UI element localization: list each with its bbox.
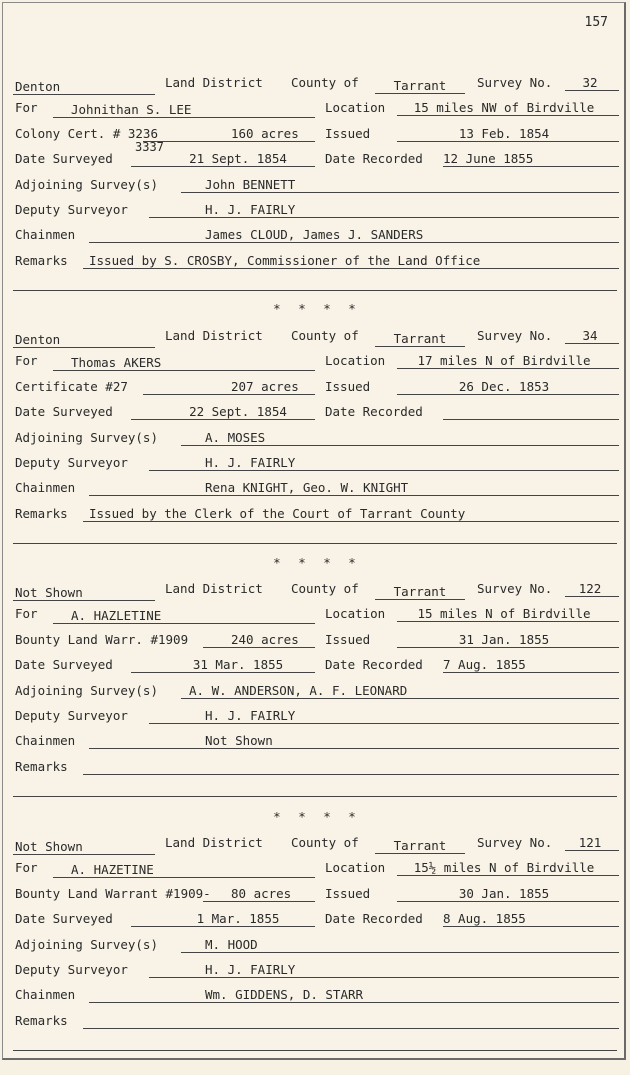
county-value: Tarrant: [393, 838, 447, 853]
fill-line: [565, 596, 619, 597]
fill-line: [53, 117, 315, 118]
record-row: [13, 937, 621, 955]
fill-line: [181, 192, 619, 193]
chainmen-label: Chainmen: [15, 733, 76, 749]
record-row: [13, 430, 621, 448]
survey-no-label: Survey No.: [477, 581, 553, 596]
date-recorded-value: 8 Aug. 1855: [443, 911, 526, 927]
fill-line: [181, 952, 619, 953]
record-row: [13, 126, 621, 144]
deputy-surveyor-value: H. J. FAIRLY: [205, 455, 296, 470]
record-row: [13, 404, 621, 422]
certificate-label: Bounty Land Warrant #1909-: [15, 885, 211, 901]
fill-line: [53, 623, 315, 624]
fill-line: [83, 268, 619, 269]
fill-line: [89, 495, 619, 496]
record-row: [13, 506, 621, 524]
date-recorded-value: 7 Aug. 1855: [443, 657, 526, 673]
fill-line: [83, 774, 619, 775]
land-district-label: Land District: [165, 328, 263, 343]
record-row: [13, 581, 621, 599]
issued-label: Issued: [325, 631, 371, 647]
for-label: For: [15, 100, 38, 116]
fill-line: [375, 599, 465, 600]
record-row: [13, 100, 621, 118]
location-value: 15½ miles N of Birdville: [413, 860, 595, 876]
chainmen-label: Chainmen: [15, 227, 76, 243]
fill-line: [131, 672, 315, 673]
fill-line: [13, 94, 155, 95]
blank-line: [13, 290, 617, 291]
remarks-value: Issued by the Clerk of the Court of Tarrant County: [89, 505, 466, 521]
remarks-label: Remarks: [15, 1012, 68, 1028]
land-district-value: Not Shown: [15, 839, 83, 854]
fill-line: [397, 115, 619, 116]
blank-line: [13, 543, 617, 544]
for-label: For: [15, 860, 38, 876]
fill-line: [565, 90, 619, 91]
adjoining-label: Adjoining Survey(s): [15, 936, 158, 952]
record-row: [13, 455, 621, 473]
fill-line: [143, 394, 315, 395]
date-surveyed-label: Date Surveyed: [15, 657, 113, 673]
fill-line: [53, 877, 315, 878]
record-row: [13, 328, 621, 346]
acres-value: 207 acres: [231, 378, 299, 394]
record-row: [13, 657, 621, 675]
fill-line: [565, 343, 619, 344]
location-label: Location: [325, 100, 386, 116]
land-district-label: Land District: [165, 581, 263, 596]
chainmen-value: Rena KNIGHT, Geo. W. KNIGHT: [205, 480, 409, 496]
remarks-label: Remarks: [15, 758, 68, 774]
fill-line: [203, 647, 315, 648]
fill-line: [13, 600, 155, 601]
survey-record: [13, 581, 621, 821]
record-row: [13, 353, 621, 371]
county-of-label: County of: [291, 328, 359, 343]
record-row: [13, 202, 621, 220]
deputy-surveyor-label: Deputy Surveyor: [15, 962, 128, 977]
fill-line: [89, 1002, 619, 1003]
remarks-label: Remarks: [15, 505, 68, 521]
date-surveyed-value: 21 Sept. 1854: [189, 151, 287, 167]
fill-line: [397, 368, 619, 369]
fill-line: [149, 217, 619, 218]
record-row: [13, 177, 621, 195]
adjoining-value: A. W. ANDERSON, A. F. LEONARD: [189, 682, 408, 698]
survey-no-label: Survey No.: [477, 75, 553, 90]
fill-line: [13, 854, 155, 855]
fill-line: [83, 521, 619, 522]
record-row: [13, 962, 621, 980]
record-row: [13, 480, 621, 498]
survey-no-value: 121: [578, 835, 602, 850]
survey-no-value: 122: [578, 581, 602, 596]
fill-line: [149, 723, 619, 724]
adjoining-value: A. MOSES: [205, 429, 266, 445]
for-label: For: [15, 353, 38, 369]
certificate-alt-number: 3337: [135, 140, 164, 155]
fill-line: [375, 853, 465, 854]
adjoining-label: Adjoining Survey(s): [15, 176, 158, 192]
fill-line: [149, 470, 619, 471]
fill-line: [89, 242, 619, 243]
fill-line: [13, 347, 155, 348]
survey-record: [13, 835, 621, 1075]
deputy-surveyor-value: H. J. FAIRLY: [205, 202, 296, 217]
chainmen-value: James CLOUD, James J. SANDERS: [205, 227, 424, 243]
land-district-label: Land District: [165, 75, 263, 90]
issued-value: 31 Jan. 1855: [458, 631, 550, 647]
acres-value: 240 acres: [231, 631, 299, 647]
date-surveyed-label: Date Surveyed: [15, 151, 113, 167]
fill-line: [53, 370, 315, 371]
chainmen-label: Chainmen: [15, 987, 76, 1003]
record-row: [13, 886, 621, 904]
survey-no-label: Survey No.: [477, 835, 553, 850]
fill-line: [149, 977, 619, 978]
record-row: [13, 911, 621, 929]
adjoining-label: Adjoining Survey(s): [15, 682, 158, 698]
location-label: Location: [325, 606, 386, 622]
fill-line: [397, 647, 619, 648]
chainmen-value: Wm. GIDDENS, D. STARR: [205, 987, 364, 1003]
remarks-value: Issued by S. CROSBY, Commissioner of the Land Office: [89, 252, 481, 268]
record-row: [13, 227, 621, 245]
county-value: Tarrant: [393, 584, 447, 599]
survey-record: [13, 75, 621, 315]
fill-line: [375, 93, 465, 94]
page-number: 157: [584, 15, 608, 30]
record-row: [13, 1013, 621, 1031]
grantee-value: Johnithan S. LEE: [71, 102, 192, 118]
date-surveyed-value: 31 Mar. 1855: [192, 657, 284, 673]
issued-label: Issued: [325, 885, 371, 901]
date-surveyed-label: Date Surveyed: [15, 911, 113, 927]
location-label: Location: [325, 353, 386, 369]
fill-line: [375, 346, 465, 347]
deputy-surveyor-value: H. J. FAIRLY: [205, 962, 296, 977]
acres-value: 160 acres: [231, 125, 299, 141]
deputy-surveyor-label: Deputy Surveyor: [15, 708, 128, 723]
county-value: Tarrant: [393, 331, 447, 346]
survey-no-value: 34: [582, 328, 598, 343]
record-row: [13, 733, 621, 751]
fill-line: [203, 901, 315, 902]
grantee-value: A. HAZETINE: [71, 862, 154, 878]
adjoining-value: John BENNETT: [205, 176, 296, 192]
record-separator: * * * *: [273, 555, 361, 570]
date-recorded-label: Date Recorded: [325, 404, 423, 420]
issued-label: Issued: [325, 125, 371, 141]
date-recorded-label: Date Recorded: [325, 911, 423, 927]
certificate-label: Certificate #27: [15, 378, 128, 394]
record-row: [13, 683, 621, 701]
issued-value: 26 Dec. 1853: [458, 378, 550, 394]
record-row: [13, 606, 621, 624]
record-row: [13, 253, 621, 271]
fill-line: [131, 926, 315, 927]
record-row: [13, 860, 621, 878]
fill-line: [443, 672, 619, 673]
fill-line: [143, 141, 315, 142]
for-label: For: [15, 606, 38, 622]
record-row: [13, 987, 621, 1005]
fill-line: [443, 419, 619, 420]
survey-record: [13, 328, 621, 568]
fill-line: [397, 901, 619, 902]
land-district-label: Land District: [165, 835, 263, 850]
deputy-surveyor-value: H. J. FAIRLY: [205, 708, 296, 723]
chainmen-value: Not Shown: [205, 733, 273, 749]
fill-line: [89, 748, 619, 749]
adjoining-label: Adjoining Survey(s): [15, 429, 158, 445]
location-value: 15 miles N of Birdville: [417, 606, 591, 622]
record-row: [13, 759, 621, 777]
date-recorded-label: Date Recorded: [325, 657, 423, 673]
record-row: [13, 835, 621, 853]
location-value: 15 miles NW of Birdville: [413, 100, 595, 116]
document-page: [2, 2, 626, 1060]
fill-line: [397, 394, 619, 395]
fill-line: [181, 445, 619, 446]
certificate-label: Colony Cert. # 3236: [15, 125, 158, 141]
record-row: [13, 75, 621, 93]
fill-line: [565, 850, 619, 851]
remarks-label: Remarks: [15, 252, 68, 268]
fill-line: [131, 166, 315, 167]
grantee-value: A. HAZLETINE: [71, 608, 162, 624]
county-value: Tarrant: [393, 78, 447, 93]
record-row: [13, 708, 621, 726]
date-recorded-label: Date Recorded: [325, 151, 423, 167]
survey-no-label: Survey No.: [477, 328, 553, 343]
blank-line: [13, 1050, 617, 1051]
date-surveyed-value: 22 Sept. 1854: [189, 404, 287, 420]
fill-line: [181, 698, 619, 699]
location-label: Location: [325, 860, 386, 876]
land-district-value: Denton: [15, 79, 61, 94]
issued-value: 13 Feb. 1854: [458, 125, 550, 141]
deputy-surveyor-label: Deputy Surveyor: [15, 202, 128, 217]
fill-line: [397, 875, 619, 876]
date-surveyed-label: Date Surveyed: [15, 404, 113, 420]
date-surveyed-value: 1 Mar. 1855: [196, 911, 280, 927]
date-recorded-value: 12 June 1855: [443, 151, 534, 167]
acres-value: 80 acres: [231, 885, 292, 901]
grantee-value: Thomas AKERS: [71, 355, 162, 371]
record-separator: * * * *: [273, 809, 361, 824]
adjoining-value: M. HOOD: [205, 936, 258, 952]
chainmen-label: Chainmen: [15, 480, 76, 496]
issued-value: 30 Jan. 1855: [458, 885, 550, 901]
county-of-label: County of: [291, 835, 359, 850]
deputy-surveyor-label: Deputy Surveyor: [15, 455, 128, 470]
fill-line: [443, 166, 619, 167]
fill-line: [397, 621, 619, 622]
record-separator: * * * *: [273, 301, 361, 316]
fill-line: [131, 419, 315, 420]
certificate-label: Bounty Land Warr. #1909: [15, 631, 189, 647]
record-row: [13, 632, 621, 650]
blank-line: [13, 796, 617, 797]
county-of-label: County of: [291, 75, 359, 90]
fill-line: [397, 141, 619, 142]
fill-line: [443, 926, 619, 927]
issued-label: Issued: [325, 378, 371, 394]
county-of-label: County of: [291, 581, 359, 596]
land-district-value: Denton: [15, 332, 61, 347]
location-value: 17 miles N of Birdville: [417, 353, 591, 369]
fill-line: [83, 1028, 619, 1029]
land-district-value: Not Shown: [15, 585, 83, 600]
record-row: [13, 140, 621, 169]
record-row: [13, 379, 621, 397]
survey-no-value: 32: [582, 75, 598, 90]
